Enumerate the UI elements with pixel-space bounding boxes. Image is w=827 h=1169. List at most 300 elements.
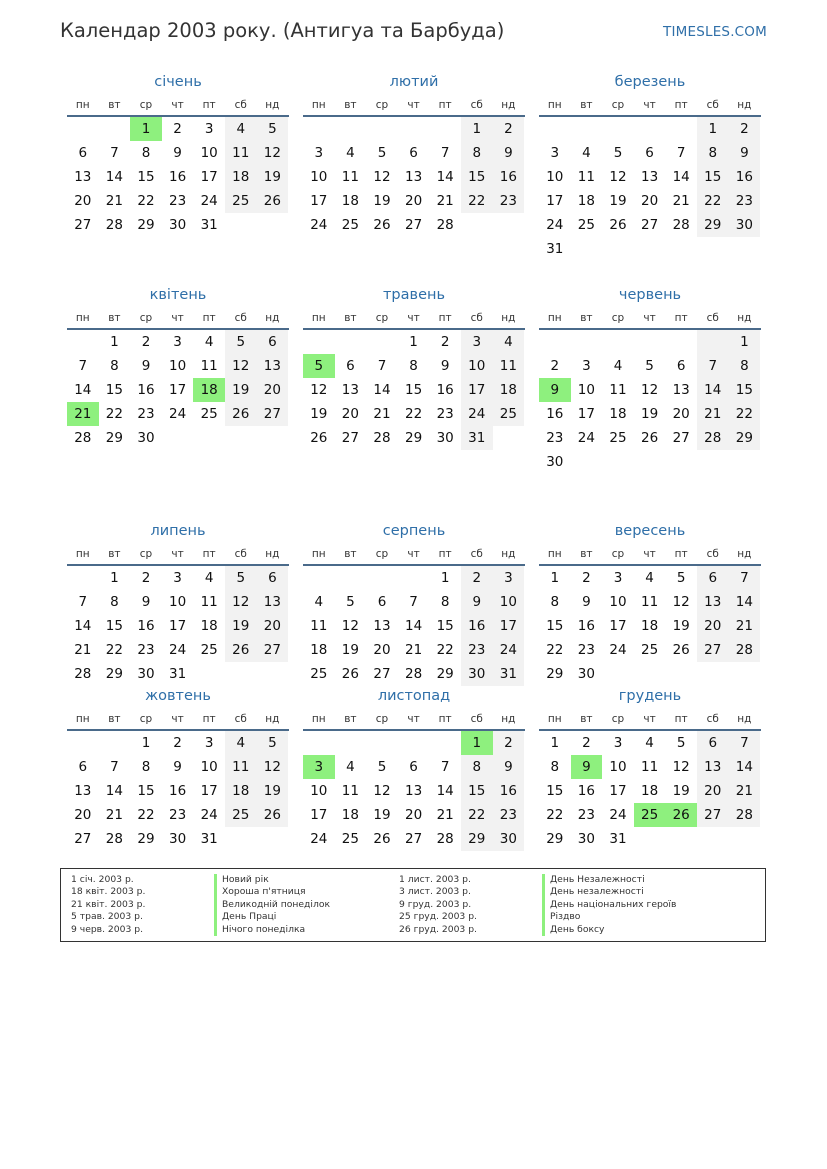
weekday-label: нд	[737, 548, 752, 560]
month-days	[303, 566, 525, 686]
empty-day-cell	[665, 330, 697, 354]
day-cell: 23	[137, 406, 155, 422]
day-cell: 19	[310, 406, 328, 422]
weekday-label: нд	[501, 312, 516, 324]
day-cell: 18	[577, 193, 595, 209]
day-cell: 8	[110, 358, 119, 374]
day-cell: 13	[74, 783, 92, 799]
weekday-header	[67, 709, 289, 731]
empty-day-cell	[571, 450, 603, 474]
empty-day-cell	[335, 117, 367, 141]
weekday-label: чт	[407, 713, 420, 725]
day-cell: 26	[341, 666, 359, 682]
day-cell: 31	[609, 831, 627, 847]
month-name: листопад	[377, 688, 451, 704]
empty-day-cell	[571, 117, 603, 141]
day-cell: 29	[546, 831, 564, 847]
day-cell: 31	[168, 666, 187, 682]
day-cell: 11	[609, 382, 627, 398]
day-cell: 8	[141, 145, 151, 161]
month-block	[303, 69, 525, 237]
month-block	[67, 518, 289, 686]
day-cell: 17	[168, 382, 187, 398]
weekday-label: пт	[674, 312, 688, 324]
day-cell: 5	[225, 330, 257, 354]
weekday-label: ср	[375, 99, 389, 111]
day-cell: 21	[436, 807, 454, 823]
month-days	[539, 566, 761, 686]
day-cell: 22	[461, 189, 493, 213]
empty-day-cell	[493, 213, 525, 237]
weekday-label: пн	[311, 312, 326, 324]
holiday-day-cell: 18	[193, 378, 225, 402]
weekday-label: сб	[706, 312, 719, 324]
day-cell: 7	[110, 145, 119, 161]
day-cell: 6	[78, 759, 88, 775]
day-cell: 20	[697, 614, 729, 638]
day-cell: 17	[310, 193, 328, 209]
empty-day-cell	[539, 330, 571, 354]
day-cell: 4	[645, 570, 654, 586]
weekday-label: сб	[234, 713, 247, 725]
day-cell: 27	[640, 217, 659, 233]
day-cell: 12	[672, 759, 690, 775]
day-cell: 19	[373, 807, 391, 823]
day-cell: 12	[225, 590, 257, 614]
weekday-label: вт	[108, 99, 121, 111]
day-cell: 16	[546, 406, 564, 422]
day-cell: 4	[225, 731, 257, 755]
day-cell: 9	[173, 145, 182, 161]
day-cell: 10	[577, 382, 595, 398]
day-cell: 9	[141, 358, 151, 374]
day-cell: 16	[577, 783, 595, 799]
day-cell: 7	[409, 594, 418, 610]
day-cell: 4	[314, 594, 324, 610]
day-cell: 16	[577, 618, 595, 634]
day-cell: 16	[168, 169, 187, 185]
empty-day-cell	[303, 330, 335, 354]
empty-day-cell	[335, 731, 367, 755]
day-cell: 1	[409, 334, 418, 350]
empty-day-cell	[697, 450, 729, 474]
month-days	[303, 330, 525, 450]
day-cell: 23	[577, 642, 595, 658]
weekday-label: ср	[139, 312, 153, 324]
day-cell: 9	[729, 141, 761, 165]
legend-date: 18 квіт. 2003 р.	[71, 886, 146, 898]
day-cell: 9	[493, 755, 525, 779]
day-cell: 10	[200, 145, 218, 161]
empty-day-cell	[67, 330, 99, 354]
weekday-label: нд	[265, 312, 280, 324]
weekday-label: сб	[470, 713, 483, 725]
day-cell: 31	[461, 426, 493, 450]
day-cell: 18	[310, 642, 328, 658]
day-cell: 25	[225, 189, 257, 213]
day-cell: 22	[546, 807, 564, 823]
day-cell: 2	[493, 117, 525, 141]
day-cell: 11	[225, 141, 257, 165]
day-cell: 3	[173, 334, 182, 350]
legend-holiday-name: Хороша п'ятниця	[214, 886, 330, 898]
day-cell: 7	[440, 759, 450, 775]
holiday-day-cell: 26	[665, 803, 697, 827]
day-cell: 7	[729, 566, 761, 590]
weekday-label: пн	[311, 713, 326, 725]
month-name: серпень	[382, 523, 446, 539]
day-cell: 27	[697, 638, 729, 662]
day-cell: 15	[137, 169, 155, 185]
day-cell: 5	[613, 145, 623, 161]
weekday-label: ср	[611, 713, 625, 725]
site-logo-link[interactable]: TIMESLES.COM	[663, 24, 767, 40]
weekday-label: вт	[580, 713, 593, 725]
day-cell: 22	[105, 642, 123, 658]
day-cell: 3	[461, 330, 493, 354]
day-cell: 27	[672, 430, 690, 446]
empty-day-cell	[729, 827, 761, 851]
holiday-day-cell: 9	[539, 378, 571, 402]
day-cell: 24	[493, 638, 525, 662]
day-cell: 18	[640, 783, 659, 799]
weekday-label: пн	[75, 99, 90, 111]
day-cell: 13	[672, 382, 690, 398]
day-cell: 3	[613, 735, 623, 751]
weekday-header	[303, 95, 525, 117]
day-cell: 17	[577, 406, 595, 422]
day-cell: 9	[141, 594, 151, 610]
empty-day-cell	[99, 117, 131, 141]
weekday-label: пт	[438, 99, 452, 111]
day-cell: 2	[173, 121, 182, 137]
day-cell: 23	[577, 807, 595, 823]
day-cell: 6	[676, 358, 686, 374]
weekday-label: пн	[75, 312, 90, 324]
empty-day-cell	[303, 566, 335, 590]
day-cell: 16	[436, 382, 454, 398]
weekday-label: вт	[108, 312, 121, 324]
day-cell: 13	[697, 755, 729, 779]
weekday-label: сб	[706, 548, 719, 560]
day-cell: 12	[310, 382, 328, 398]
weekday-label: пн	[311, 99, 326, 111]
empty-day-cell	[366, 731, 398, 755]
day-cell: 8	[550, 594, 560, 610]
weekday-label: вт	[108, 713, 121, 725]
day-cell: 4	[204, 570, 214, 586]
day-cell: 13	[640, 169, 659, 185]
day-cell: 28	[436, 217, 454, 233]
day-cell: 7	[729, 731, 761, 755]
legend-dates	[71, 874, 214, 936]
empty-day-cell	[67, 566, 99, 590]
day-cell: 30	[137, 666, 155, 682]
day-cell: 12	[257, 141, 289, 165]
day-cell: 27	[404, 217, 423, 233]
day-cell: 18	[341, 807, 359, 823]
day-cell: 20	[404, 807, 423, 823]
day-cell: 27	[74, 831, 92, 847]
day-cell: 14	[672, 169, 690, 185]
weekday-label: нд	[501, 548, 516, 560]
day-cell: 20	[672, 406, 690, 422]
day-cell: 19	[225, 614, 257, 638]
day-cell: 12	[672, 594, 690, 610]
day-cell: 25	[200, 642, 218, 658]
empty-day-cell	[493, 426, 525, 450]
weekday-label: сб	[470, 312, 483, 324]
weekday-label: пт	[438, 312, 452, 324]
weekday-label: нд	[265, 548, 280, 560]
day-cell: 26	[640, 430, 659, 446]
legend-holiday-name: День Праці	[214, 911, 330, 923]
day-cell: 23	[493, 803, 525, 827]
day-cell: 18	[493, 378, 525, 402]
empty-day-cell	[366, 330, 398, 354]
day-cell: 20	[640, 193, 659, 209]
month-block	[539, 518, 761, 686]
day-cell: 16	[168, 783, 187, 799]
day-cell: 29	[697, 213, 729, 237]
empty-day-cell	[665, 117, 697, 141]
legend-holiday-name: День Незалежності	[542, 874, 676, 886]
day-cell: 6	[257, 566, 289, 590]
weekday-header	[67, 95, 289, 117]
weekday-label: пт	[202, 99, 216, 111]
day-cell: 17	[546, 193, 564, 209]
weekday-label: чт	[171, 548, 184, 560]
day-cell: 21	[404, 642, 423, 658]
weekday-label: пт	[438, 713, 452, 725]
day-cell: 14	[373, 382, 391, 398]
day-cell: 13	[74, 169, 92, 185]
day-cell: 14	[74, 382, 92, 398]
day-cell: 10	[493, 590, 525, 614]
day-cell: 6	[377, 594, 387, 610]
day-cell: 24	[609, 642, 627, 658]
weekday-label: нд	[737, 713, 752, 725]
day-cell: 22	[729, 402, 761, 426]
day-cell: 2	[461, 566, 493, 590]
legend-holiday-name: Різдво	[542, 911, 676, 923]
day-cell: 11	[225, 755, 257, 779]
day-cell: 2	[493, 731, 525, 755]
day-cell: 31	[493, 662, 525, 686]
day-cell: 3	[314, 145, 324, 161]
day-cell: 17	[200, 169, 218, 185]
day-cell: 17	[461, 378, 493, 402]
day-cell: 14	[729, 755, 761, 779]
day-cell: 23	[436, 406, 454, 422]
weekday-label: пт	[202, 548, 216, 560]
day-cell: 28	[697, 426, 729, 450]
day-cell: 1	[461, 117, 493, 141]
day-cell: 2	[582, 570, 591, 586]
day-cell: 31	[200, 831, 218, 847]
empty-day-cell	[398, 117, 430, 141]
day-cell: 24	[200, 193, 218, 209]
day-cell: 28	[436, 831, 454, 847]
day-cell: 8	[729, 354, 761, 378]
day-cell: 27	[341, 430, 359, 446]
day-cell: 2	[729, 117, 761, 141]
day-cell: 16	[461, 614, 493, 638]
empty-day-cell	[429, 731, 461, 755]
day-cell: 12	[257, 755, 289, 779]
legend-names	[542, 874, 676, 936]
day-cell: 12	[640, 382, 659, 398]
weekday-header	[539, 95, 761, 117]
weekday-label: чт	[407, 312, 420, 324]
day-cell: 22	[546, 642, 564, 658]
weekday-label: пн	[547, 312, 562, 324]
weekday-header	[303, 709, 525, 731]
day-cell: 25	[310, 666, 328, 682]
day-cell: 5	[346, 594, 355, 610]
day-cell: 29	[436, 666, 454, 682]
weekday-label: пн	[311, 548, 326, 560]
legend-date: 1 лист. 2003 р.	[399, 874, 471, 885]
weekday-header	[539, 709, 761, 731]
month-block	[67, 683, 289, 851]
day-cell: 30	[461, 662, 493, 686]
day-cell: 3	[550, 145, 560, 161]
day-cell: 10	[310, 169, 328, 185]
empty-day-cell	[602, 450, 634, 474]
day-cell: 1	[550, 570, 560, 586]
day-cell: 20	[404, 193, 423, 209]
empty-day-cell	[602, 237, 634, 261]
day-cell: 7	[440, 145, 450, 161]
day-cell: 24	[577, 430, 595, 446]
day-cell: 27	[373, 666, 391, 682]
month-block	[67, 282, 289, 450]
day-cell: 15	[461, 779, 493, 803]
day-cell: 31	[200, 217, 218, 233]
weekday-label: нд	[265, 99, 280, 111]
weekday-label: сб	[470, 99, 483, 111]
day-cell: 18	[225, 165, 257, 189]
day-cell: 15	[546, 618, 564, 634]
day-cell: 7	[78, 594, 88, 610]
day-cell: 19	[609, 193, 627, 209]
month-days	[539, 117, 761, 261]
day-cell: 1	[697, 117, 729, 141]
day-cell: 14	[105, 169, 123, 185]
day-cell: 22	[105, 406, 123, 422]
day-cell: 22	[137, 807, 155, 823]
day-cell: 8	[550, 759, 560, 775]
day-cell: 18	[225, 779, 257, 803]
day-cell: 30	[729, 213, 761, 237]
weekday-label: сб	[470, 548, 483, 560]
day-cell: 24	[168, 406, 187, 422]
day-cell: 11	[200, 594, 218, 610]
legend-holiday-name: День національних героїв	[542, 899, 676, 911]
legend-date: 1 січ. 2003 р.	[71, 874, 134, 885]
holiday-day-cell: 9	[571, 755, 603, 779]
day-cell: 8	[409, 358, 418, 374]
empty-day-cell	[665, 450, 697, 474]
month-block	[303, 683, 525, 851]
day-cell: 15	[697, 165, 729, 189]
day-cell: 15	[105, 618, 123, 634]
weekday-label: ср	[611, 548, 625, 560]
day-cell: 12	[609, 169, 627, 185]
day-cell: 8	[461, 141, 493, 165]
day-cell: 24	[168, 642, 187, 658]
empty-day-cell	[193, 426, 225, 450]
day-cell: 11	[577, 169, 595, 185]
day-cell: 20	[74, 807, 92, 823]
day-cell: 3	[582, 358, 591, 374]
month-name: липень	[150, 523, 206, 539]
empty-day-cell	[697, 827, 729, 851]
weekday-label: вт	[580, 312, 593, 324]
weekday-header	[303, 308, 525, 330]
empty-day-cell	[729, 450, 761, 474]
empty-day-cell	[539, 117, 571, 141]
legend-date: 9 груд. 2003 р.	[399, 898, 472, 910]
empty-day-cell	[429, 117, 461, 141]
day-cell: 14	[436, 169, 454, 185]
empty-day-cell	[398, 731, 430, 755]
empty-day-cell	[67, 731, 99, 755]
day-cell: 3	[173, 570, 182, 586]
page-title: Календар 2003 року. (Антигуа та Барбуда)	[60, 19, 505, 42]
weekday-label: чт	[171, 713, 184, 725]
empty-day-cell	[257, 213, 289, 237]
day-cell: 26	[373, 217, 391, 233]
day-cell: 11	[341, 169, 359, 185]
holiday-day-cell: 25	[634, 803, 666, 827]
day-cell: 16	[729, 165, 761, 189]
empty-day-cell	[697, 237, 729, 261]
weekday-label: ср	[139, 548, 153, 560]
day-cell: 11	[640, 759, 659, 775]
day-cell: 1	[110, 570, 119, 586]
day-cell: 20	[257, 378, 289, 402]
holiday-day-cell: 3	[303, 755, 335, 779]
weekday-label: нд	[501, 99, 516, 111]
day-cell: 30	[493, 827, 525, 851]
day-cell: 6	[409, 145, 418, 161]
weekday-label: ср	[611, 99, 625, 111]
day-cell: 12	[373, 783, 391, 799]
day-cell: 21	[697, 402, 729, 426]
day-cell: 8	[141, 759, 151, 775]
month-days	[67, 566, 289, 686]
day-cell: 6	[697, 566, 729, 590]
day-cell: 27	[404, 831, 423, 847]
month-name: березень	[614, 74, 686, 90]
day-cell: 15	[436, 618, 454, 634]
day-cell: 10	[609, 759, 627, 775]
day-cell: 10	[168, 358, 187, 374]
day-cell: 4	[613, 358, 623, 374]
legend-holiday-name: Великодній понеділок	[214, 899, 330, 911]
day-cell: 9	[493, 141, 525, 165]
day-cell: 20	[341, 406, 359, 422]
day-cell: 13	[257, 590, 289, 614]
day-cell: 21	[672, 193, 690, 209]
day-cell: 5	[225, 566, 257, 590]
day-cell: 19	[225, 378, 257, 402]
weekday-label: сб	[706, 713, 719, 725]
day-cell: 13	[341, 382, 359, 398]
day-cell: 31	[546, 241, 564, 257]
